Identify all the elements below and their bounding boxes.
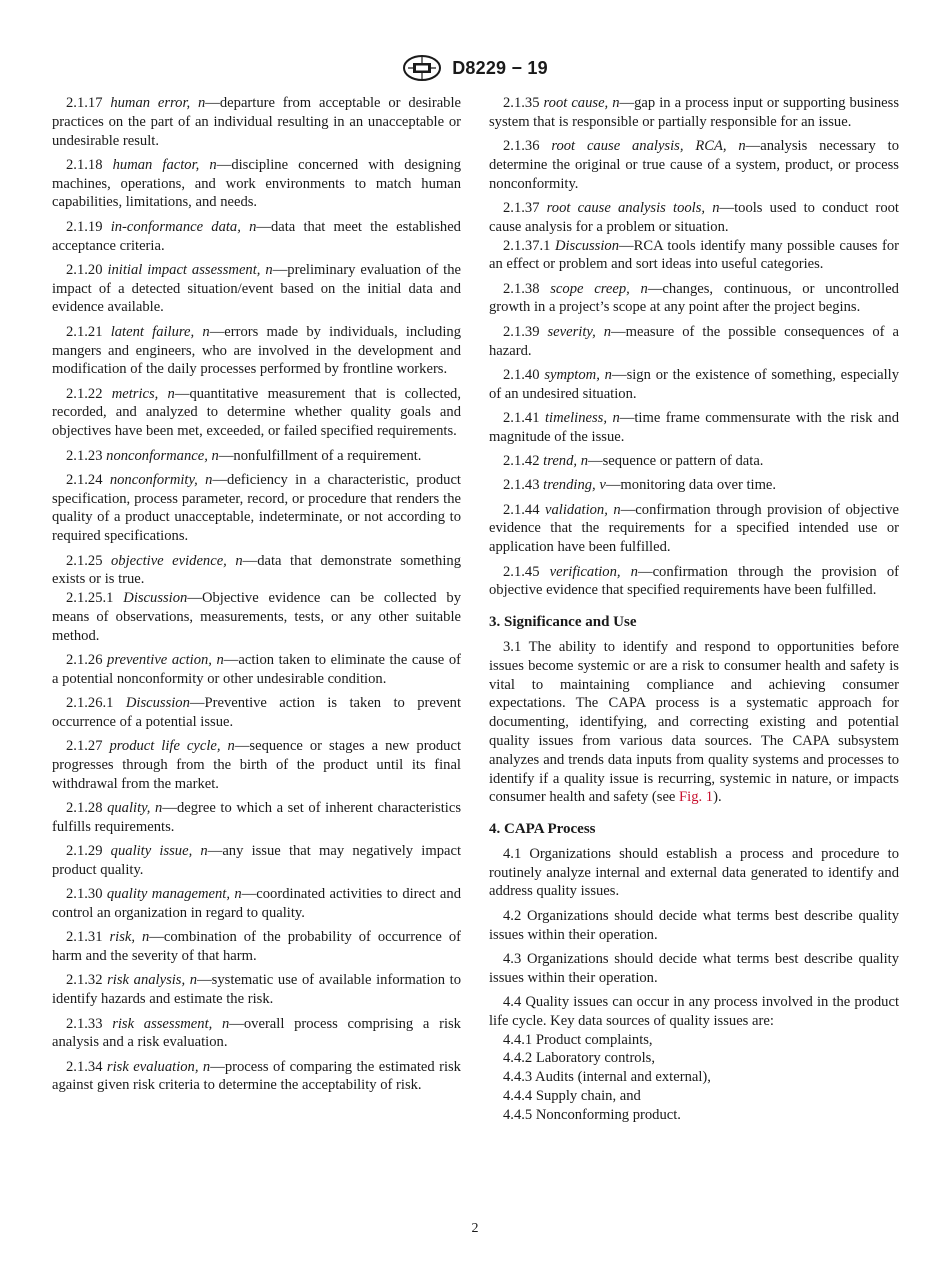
definition-2-1-44: 2.1.44 validation, n—confirmation through provision of objective evidence that the requirements for a specified intended use or application have been fulfilled. <box>489 501 899 556</box>
definition-2-1-31: 2.1.31 risk, n—combination of the probability of occurrence of harm and the severity of that harm. <box>52 929 462 965</box>
list-item: 4.4.1 Product complaints, <box>503 1031 653 1048</box>
definition-2-1-27: 2.1.27 product life cycle, n—sequence or stages a new product progresses through from the birth of the product until its final withdrawal from the market. <box>52 738 461 792</box>
astm-logo <box>402 54 442 82</box>
definition-2-1-34: 2.1.34 risk evaluation, n—process of comparing the estimated risk against given risk criteria to determine the acceptability of risk. <box>52 1058 461 1094</box>
left-column <box>52 94 461 1101</box>
definition-2-1-19: 2.1.19 in-conformance data, n—data that meet the established acceptance criteria. <box>52 218 461 254</box>
right-column <box>489 94 899 1125</box>
paragraph-3-1: 3.1 The ability to identify and respond to opportunities before issues become systemic or are a risk to consumer health and safety is vital to maintaining compliance and achieving consumer expectations. The CAPA process is a systematic approach for documenting, identifying, and correcting existing and potential quality issues from various data sources. The CAPA subsystem analyzes and trends data inputs from quality systems and processes to identify if a quality issue is recurring, systemic in nature, or impacts consumer health and safety (see Fig. 1). <box>489 638 899 806</box>
definition-2-1-40: 2.1.40 symptom, n—sign or the existence of something, especially of an undesired situation. <box>489 366 900 402</box>
definition-2-1-32: 2.1.32 risk analysis, n—systematic use of available information to identify hazards and estimate the risk. <box>52 972 461 1008</box>
definition-2-1-22: 2.1.22 metrics, n—quantitative measurement that is collected, recorded, and analyzed to determine whether quality goals and objectives have been met, exceeded, or failed specified requirements. <box>52 385 461 440</box>
page-number: 2 <box>471 1221 479 1236</box>
definition-2-1-20: 2.1.20 initial impact assessment, n—preliminary evaluation of the impact of a detected situation/event based on the initial data and evidence available. <box>52 261 461 316</box>
document-designation: D8229 − 19 <box>452 57 548 78</box>
figure-link[interactable]: Fig. 1 <box>679 789 714 806</box>
list-item: 4.4.3 Audits (internal and external), <box>503 1069 711 1086</box>
definition-2-1-33: 2.1.33 risk assessment, n—overall process comprising a risk analysis and a risk evaluation. <box>52 1015 461 1051</box>
definition-2-1-29: 2.1.29 quality issue, n—any issue that may negatively impact product quality. <box>52 843 461 878</box>
definition-2-1-38: 2.1.38 scope creep, n—changes, continuous, or uncontrolled growth in a project’s scope at any point after the project begins. <box>489 280 899 316</box>
definition-2-1-28: 2.1.28 quality, n—degree to which a set of inherent characteristics fulfills requirements. <box>52 800 462 835</box>
data-source-list <box>489 1031 899 1125</box>
list-item: 4.4.2 Laboratory controls, <box>503 1050 655 1067</box>
paragraph-4-3: 4.3 Organizations should decide what terms best describe quality issues within their operation. <box>489 950 899 986</box>
definition-2-1-39: 2.1.39 severity, n—measure of the possible consequences of a hazard. <box>489 323 899 359</box>
page-header <box>0 54 950 82</box>
paragraph-4-1: 4.1 Organizations should establish a process and procedure to routinely analyze internal and external data generated to identify and address quality issues. <box>489 845 899 900</box>
section-heading-capa-process: 4. CAPA Process <box>489 821 596 838</box>
discussion-2-1-25-1: 2.1.25.1 Discussion—Objective evidence can be collected by means of observations, measurements, tests, or any other suitable method. <box>52 590 461 644</box>
definition-2-1-18: 2.1.18 human factor, n—discipline concerned with designing machines, operations, and work environments to match human capabilities, limitations, and needs. <box>52 156 462 211</box>
definition-2-1-37: 2.1.37 root cause analysis tools, n—tools used to conduct root cause analysis for a problem or situation. <box>489 199 899 235</box>
definition-2-1-17: 2.1.17 human error, n—departure from acceptable or desirable practices on the part of an individual resulting in an unacceptable or undesirable result. <box>52 95 462 149</box>
list-item: 4.4.4 Supply chain, and <box>503 1087 641 1104</box>
discussion-2-1-26-1: 2.1.26.1 Discussion—Preventive action is taken to prevent occurrence of a potential issue. <box>52 695 461 730</box>
definition-2-1-43: 2.1.43 trending, v—monitoring data over time. <box>503 477 777 494</box>
list-item: 4.4.5 Nonconforming product. <box>503 1106 681 1123</box>
definition-2-1-30: 2.1.30 quality management, n—coordinated activities to direct and control an organization in regard to quality. <box>52 886 461 922</box>
definition-2-1-26: 2.1.26 preventive action, n—action taken to eliminate the cause of a potential nonconformity or other undesirable condition. <box>52 652 461 687</box>
definition-2-1-42: 2.1.42 trend, n—sequence or pattern of data. <box>503 453 764 470</box>
definition-2-1-21: 2.1.21 latent failure, n—errors made by individuals, including mangers and engineers, who are involved in the development and modification of the daily processes performed by frontline workers. <box>52 323 461 378</box>
paragraph-4-2: 4.2 Organizations should decide what terms best describe quality issues within their operation. <box>489 907 899 943</box>
definition-2-1-36: 2.1.36 root cause analysis, RCA, n—analysis necessary to determine the original or true cause of a system, product, or process nonconformity. <box>489 138 899 192</box>
definition-2-1-24: 2.1.24 nonconformity, n—deficiency in a characteristic, product specification, process parameter, record, or procedure that renders the quality of a product unacceptable, indeterminate, or not according to required specifications. <box>52 471 461 545</box>
definition-2-1-45: 2.1.45 verification, n—confirmation through the provision of objective evidence that specified requirements have been fulfilled. <box>489 563 899 599</box>
definition-2-1-41: 2.1.41 timeliness, n—time frame commensurate with the risk and magnitude of the issue. <box>489 409 899 445</box>
section-heading-significance: 3. Significance and Use <box>489 614 637 631</box>
paragraph-4-4: 4.4 Quality issues can occur in any process involved in the product life cycle. Key data sources of quality issues are: <box>489 993 899 1029</box>
discussion-2-1-37-1: 2.1.37.1 Discussion—RCA tools identify many possible causes for an effect or problem and sort ideas into useful categories. <box>489 237 899 273</box>
definition-2-1-23: 2.1.23 nonconformance, n—nonfulfillment of a requirement. <box>66 447 422 464</box>
definition-2-1-25: 2.1.25 objective evidence, n—data that demonstrate something exists or is true. <box>52 552 462 588</box>
definition-2-1-35: 2.1.35 root cause, n—gap in a process input or supporting business system that is responsible or partially responsible for an issue. <box>489 95 899 130</box>
